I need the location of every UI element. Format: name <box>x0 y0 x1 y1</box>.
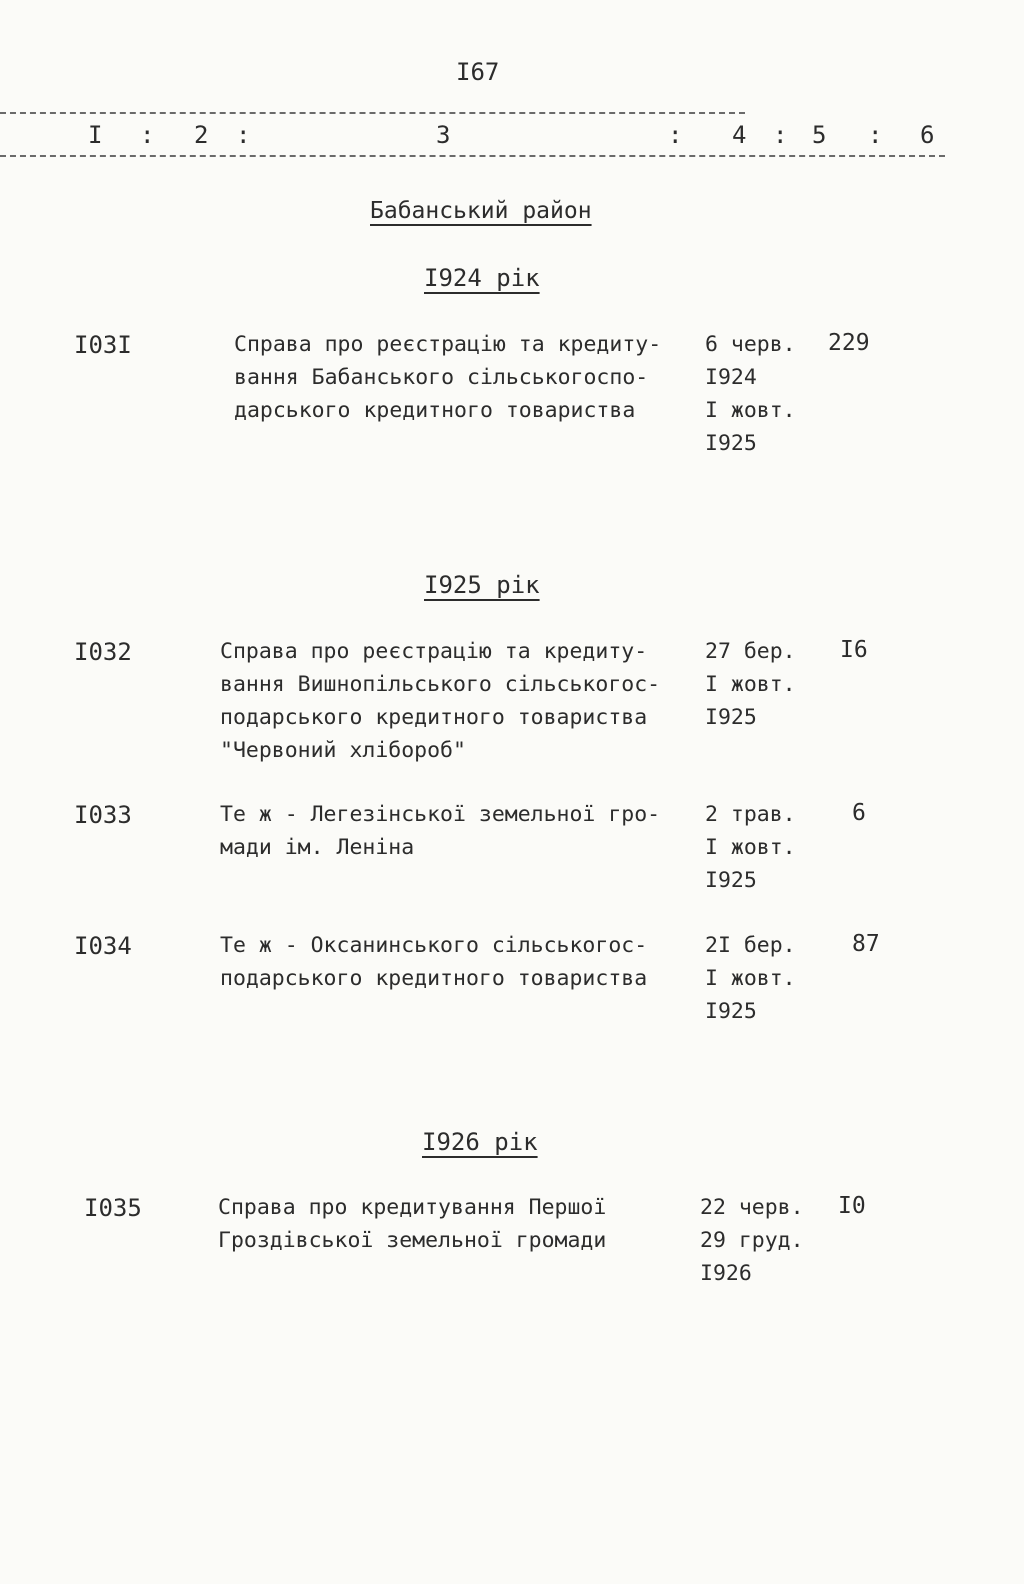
date-line: I926 <box>700 1261 752 1286</box>
entry-dates <box>705 635 796 734</box>
column-separator: : <box>140 121 155 149</box>
entry-description <box>234 328 661 427</box>
header-rule-top <box>0 112 745 114</box>
description-line: дарського кредитного товариства <box>234 398 636 423</box>
description-line: Справа про реєстрацію та кредиту- <box>234 332 662 357</box>
entry-dates <box>705 929 796 1028</box>
date-line: I925 <box>705 868 757 893</box>
column-header-2: 2 <box>194 121 209 149</box>
entry-description <box>220 929 647 995</box>
column-separator: : <box>668 121 683 149</box>
description-line: "Червоний хлібороб" <box>220 738 466 763</box>
header-rule-bottom <box>0 155 945 157</box>
entry-dates <box>705 328 796 460</box>
district-heading: Бабанський район <box>370 198 592 224</box>
description-line: мади ім. Леніна <box>220 835 415 860</box>
column-separator: : <box>236 121 251 149</box>
year-heading-1926: I926 рік <box>422 1128 538 1156</box>
date-line: I жовт. <box>705 966 796 991</box>
description-line: вання Вишнопільського сільськогос- <box>220 672 661 697</box>
date-line: I жовт. <box>705 672 796 697</box>
entry-number: I035 <box>84 1194 142 1222</box>
entry-sheet-count: I0 <box>838 1193 866 1219</box>
column-header-4: 4 <box>732 121 747 149</box>
column-header-5: 5 <box>812 121 827 149</box>
entry-sheet-count: 229 <box>828 330 870 356</box>
date-line: I924 <box>705 365 757 390</box>
entry-number: I033 <box>74 801 132 829</box>
column-separator: : <box>868 121 883 149</box>
date-line: 2 трав. <box>705 802 796 827</box>
description-line: Те ж - Оксанинського сільськогос- <box>220 933 648 958</box>
column-header-6: 6 <box>920 121 935 149</box>
entry-number: I032 <box>74 638 132 666</box>
date-line: 27 бер. <box>705 639 796 664</box>
date-line: I925 <box>705 705 757 730</box>
date-line: 6 черв. <box>705 332 796 357</box>
entry-number: I034 <box>74 932 132 960</box>
year-heading-1925: I925 рік <box>424 571 540 599</box>
entry-description <box>218 1191 606 1257</box>
entry-description <box>220 798 660 864</box>
description-line: Справа про реєстрацію та кредиту- <box>220 639 648 664</box>
entry-number: I03I <box>74 331 132 359</box>
entry-dates <box>700 1191 804 1290</box>
year-heading-1924: I924 рік <box>424 264 540 292</box>
date-line: 22 черв. <box>700 1195 804 1220</box>
description-line: подарського кредитного товариства <box>220 966 648 991</box>
date-line: I925 <box>705 999 757 1024</box>
description-line: Те ж - Легезінської земельної гро- <box>220 802 661 827</box>
date-line: 29 груд. <box>700 1228 804 1253</box>
entry-sheet-count: I6 <box>840 637 868 663</box>
page-number: I67 <box>456 58 500 86</box>
date-line: I жовт. <box>705 398 796 423</box>
date-line: I жовт. <box>705 835 796 860</box>
description-line: подарського кредитного товариства <box>220 705 648 730</box>
description-line: вання Бабанського сільськогоспо- <box>234 365 649 390</box>
description-line: Справа про кредитування Першої <box>218 1195 607 1220</box>
description-line: Гроздівської земельної громади <box>218 1228 607 1253</box>
entry-dates <box>705 798 796 897</box>
column-header-3: 3 <box>436 121 451 149</box>
date-line: 2I бер. <box>705 933 796 958</box>
entry-sheet-count: 87 <box>852 931 880 957</box>
entry-sheet-count: 6 <box>852 800 866 826</box>
column-separator: : <box>773 121 788 149</box>
column-header-1: I <box>88 121 103 149</box>
entry-description <box>220 635 660 767</box>
date-line: I925 <box>705 431 757 456</box>
